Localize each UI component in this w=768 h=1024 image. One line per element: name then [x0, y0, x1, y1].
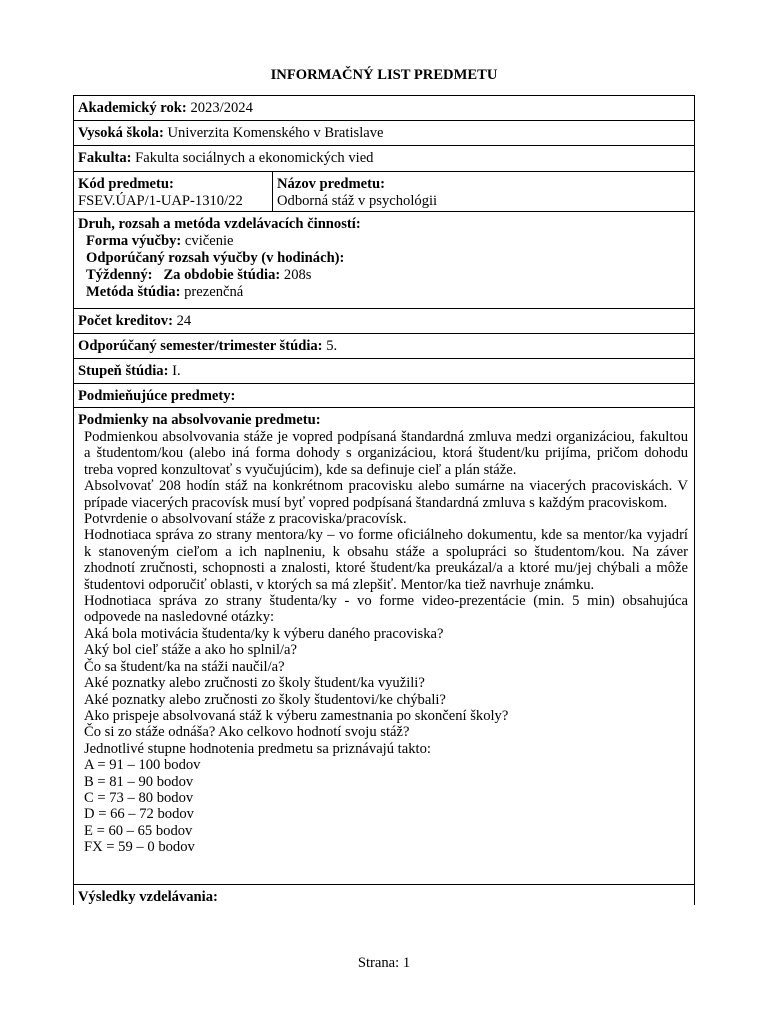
- row-outcomes: [74, 885, 694, 906]
- conditions-text: [78, 429, 690, 626]
- questions-list: [78, 626, 690, 757]
- credits-label: Počet kreditov:: [78, 313, 173, 329]
- question-item: Aký bol cieľ stáže a ako ho splnil/a?: [84, 642, 298, 659]
- course-code-label: Kód predmetu:: [78, 176, 174, 192]
- conditions-paragraph: Podmienkou absolvovania stáže je vopred podpísaná štandardná zmluva medzi organizáciou, fakultou a študentom/kou (alebo iná forma dohody s organizáciou, ktorá študent/ku prijíma, pričom dohodu treba vopred konzultovať s vyučujúcim), kde sa definuje cieľ a plán stáže.: [84, 429, 688, 478]
- university-value: Univerzita Komenského v Bratislave: [167, 125, 384, 141]
- row-prerequisites: [74, 384, 694, 408]
- row-semester: [74, 334, 694, 359]
- row-conditions: [74, 408, 694, 885]
- conditions-paragraph: Potvrdenie o absolvovaní stáže z pracoviska/pracovísk.: [84, 511, 407, 528]
- faculty-value: Fakulta sociálnych a ekonomických vied: [135, 150, 374, 166]
- grades-list: [78, 757, 690, 855]
- question-item: Ako prispeje absolvovaná stáž k výberu zamestnania po skončení školy?: [84, 707, 509, 724]
- outcomes-label: Výsledky vzdelávania:: [78, 889, 218, 905]
- period-label: Za obdobie štúdia:: [163, 267, 281, 283]
- scope-label: Odporúčaný rozsah výučby (v hodinách):: [86, 250, 345, 266]
- academic-year-label: Akademický rok:: [78, 100, 187, 116]
- form-value: cvičenie: [184, 233, 234, 249]
- document-title: INFORMAČNÝ LIST PREDMETU: [270, 67, 498, 83]
- semester-label: Odporúčaný semester/trimester štúdia:: [78, 338, 323, 354]
- question-item: Čo si zo stáže odnáša? Ako celkovo hodnotí svoju stáž?: [84, 724, 410, 741]
- faculty-label: Fakulta:: [78, 150, 132, 166]
- row-course-code-name: [74, 172, 694, 212]
- conditions-paragraph: Absolvovať 208 hodín stáž na konkrétnom pracovisku alebo sumárne na viacerých pracoviskách. V prípade viacerých pracovísk musí byť vopred podpísaná štandardná zmluva s každým pracoviskom.: [84, 478, 688, 511]
- row-activities: [74, 212, 694, 309]
- course-code-cell: [74, 172, 273, 211]
- activities-heading: Druh, rozsah a metóda vzdelávacích činností:: [78, 216, 361, 232]
- method-label: Metóda štúdia:: [86, 284, 181, 300]
- weekly-label: Týždenný:: [86, 267, 153, 283]
- course-info-table: [73, 95, 695, 905]
- row-university: [74, 121, 694, 146]
- grade-item: A = 91 – 100 bodov: [84, 757, 201, 774]
- conditions-label: Podmienky na absolvovanie predmetu:: [78, 412, 321, 428]
- conditions-paragraph: Hodnotiaca správa zo strany študenta/ky - vo forme video-prezentácie (min. 5 min) obsahujúca odpovede na nasledovné otázky:: [84, 593, 688, 626]
- academic-year-value: 2023/2024: [190, 100, 253, 116]
- grade-item: E = 60 – 65 bodov: [84, 822, 193, 839]
- course-name-cell: [273, 172, 694, 211]
- row-degree: [74, 359, 694, 384]
- question-item: Jednotlivé stupne hodnotenia predmetu sa priznávajú takto:: [84, 740, 431, 757]
- degree-value: I.: [172, 363, 181, 379]
- course-name-value: Odborná stáž v psychológii: [277, 193, 438, 209]
- semester-value: 5.: [326, 338, 338, 354]
- university-label: Vysoká škola:: [78, 125, 164, 141]
- page-number: Strana: 1: [357, 955, 411, 971]
- question-item: Aké poznatky alebo zručnosti zo školy študent/ka využili?: [84, 675, 425, 692]
- course-code-value: FSEV.ÚAP/1-UAP-1310/22: [78, 193, 243, 209]
- question-item: Aké poznatky alebo zručnosti zo školy študentovi/ke chýbali?: [84, 691, 446, 708]
- form-label: Forma výučby:: [86, 233, 182, 249]
- course-name-label: Názov predmetu:: [277, 176, 385, 192]
- grade-item: FX = 59 – 0 bodov: [84, 839, 195, 856]
- period-value: 208s: [283, 267, 312, 283]
- question-item: Aká bola motivácia študenta/ky k výberu daného pracoviska?: [84, 625, 444, 642]
- degree-label: Stupeň štúdia:: [78, 363, 169, 379]
- grade-item: D = 66 – 72 bodov: [84, 806, 194, 823]
- grade-item: B = 81 – 90 bodov: [84, 773, 194, 790]
- conditions-paragraph: Hodnotiaca správa zo strany mentora/ky – vo forme oficiálneho dokumentu, kde sa mentor/ka vyjadrí k stanoveným cieľom a ich naplneniu, k obsahu stáže a spolupráci so študentom/kou. Na záver zhodnotí zručnosti, schopnosti a znalosti, ktoré študent/ka preukázal/a a ktoré mu/jej chýbali a môže študentovi odporučiť oblasti, v ktorých sa má zlepšiť. Mentor/ka tiež navrhuje známku.: [84, 527, 688, 593]
- method-value: prezenčná: [184, 284, 244, 300]
- question-item: Čo sa študent/ka na stáži naučil/a?: [84, 658, 285, 675]
- row-academic-year: [74, 96, 694, 121]
- grade-item: C = 73 – 80 bodov: [84, 789, 194, 806]
- credits-value: 24: [176, 313, 192, 329]
- row-faculty: [74, 146, 694, 172]
- row-credits: [74, 309, 694, 334]
- prerequisites-label: Podmieňujúce predmety:: [78, 388, 236, 404]
